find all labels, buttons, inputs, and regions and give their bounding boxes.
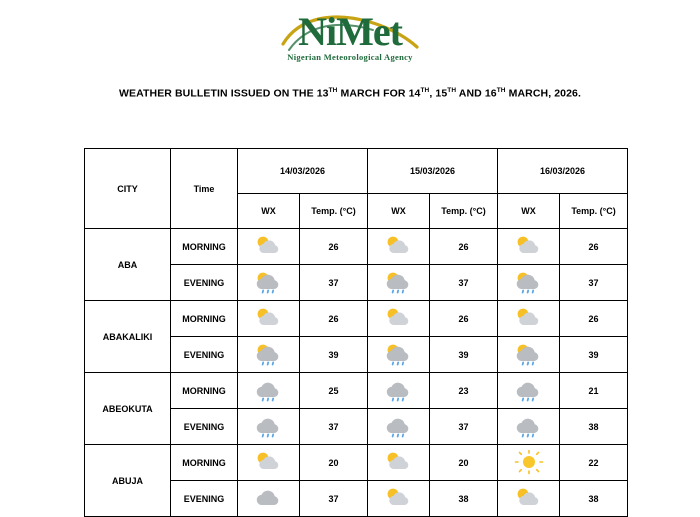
weather-icon-cell <box>368 337 430 373</box>
temperature-value: 37 <box>430 409 498 445</box>
header-time: Time <box>171 149 238 229</box>
table-row <box>85 373 628 409</box>
logo-header <box>0 0 700 65</box>
temperature-value: 37 <box>300 481 368 517</box>
cloud-rain-icon <box>498 378 559 404</box>
temperature-value: 26 <box>300 301 368 337</box>
sun-behind-cloud-icon <box>238 450 299 476</box>
sun-behind-cloud-icon <box>368 486 429 512</box>
weather-icon-cell <box>498 301 560 337</box>
weather-icon-cell <box>238 265 300 301</box>
cloud-rain-icon <box>368 378 429 404</box>
title-prefix: WEATHER BULLETIN ISSUED ON THE 13 <box>118 87 329 100</box>
sun-cloud-rain-icon <box>238 270 299 296</box>
time-period: MORNING <box>171 229 238 265</box>
temperature-value: 22 <box>560 445 628 481</box>
cloud-rain-icon <box>368 414 429 440</box>
weather-icon-cell <box>238 445 300 481</box>
sun-cloud-rain-icon <box>498 342 559 368</box>
header-wx-1: WX <box>238 194 300 229</box>
header-temp-1: Temp. (°C) <box>300 194 368 229</box>
sun-cloud-rain-icon <box>368 342 429 368</box>
temperature-value: 26 <box>300 229 368 265</box>
title-sup-4: TH <box>496 87 506 94</box>
temperature-value: 37 <box>560 265 628 301</box>
time-period: MORNING <box>171 373 238 409</box>
weather-icon-cell <box>238 373 300 409</box>
city-name: ABUJA <box>85 445 171 517</box>
weather-icon-cell <box>368 409 430 445</box>
weather-icon-cell <box>498 445 560 481</box>
header-wx-2: WX <box>368 194 430 229</box>
title-mid-1: MARCH FOR 14 <box>337 87 421 100</box>
temperature-value: 20 <box>300 445 368 481</box>
header-temp-2: Temp. (°C) <box>430 194 498 229</box>
table-row <box>85 445 628 481</box>
city-name: ABAKALIKI <box>85 301 171 373</box>
title-mid-3: AND 16 <box>456 87 497 100</box>
weather-icon-cell <box>238 409 300 445</box>
logo-name-part1: Ni <box>298 9 337 54</box>
sun-icon <box>498 450 559 476</box>
logo-name-part2: Met <box>336 9 402 54</box>
sun-behind-cloud-icon <box>368 306 429 332</box>
temperature-value: 26 <box>430 301 498 337</box>
weather-icon-cell <box>498 337 560 373</box>
weather-icon-cell <box>368 481 430 517</box>
weather-table-container <box>84 148 617 517</box>
temperature-value: 38 <box>560 481 628 517</box>
sun-behind-cloud-icon <box>368 234 429 260</box>
header-date-2: 15/03/2026 <box>368 149 498 194</box>
temperature-value: 39 <box>560 337 628 373</box>
header-date-1: 14/03/2026 <box>238 149 368 194</box>
sun-cloud-rain-icon <box>368 270 429 296</box>
weather-icon-cell <box>238 229 300 265</box>
header-temp-3: Temp. (°C) <box>560 194 628 229</box>
weather-icon-cell <box>498 409 560 445</box>
weather-icon-cell <box>368 229 430 265</box>
logo-tagline: Nigerian Meteorological Agency <box>287 52 413 62</box>
weather-bulletin-table <box>84 148 628 517</box>
sun-behind-cloud-icon <box>368 450 429 476</box>
temperature-value: 37 <box>430 265 498 301</box>
city-name: ABA <box>85 229 171 301</box>
title-suffix: MARCH, 2026. <box>505 87 581 100</box>
table-head <box>85 149 628 229</box>
title-mid-2: , 15 <box>429 87 448 100</box>
header-date-3: 16/03/2026 <box>498 149 628 194</box>
weather-icon-cell <box>368 301 430 337</box>
temperature-value: 37 <box>300 409 368 445</box>
weather-icon-cell <box>238 337 300 373</box>
sun-behind-cloud-icon <box>238 306 299 332</box>
time-period: MORNING <box>171 445 238 481</box>
sun-behind-cloud-icon <box>498 234 559 260</box>
cloud-rain-icon <box>238 414 299 440</box>
bulletin-title <box>0 87 700 100</box>
weather-icon-cell <box>368 445 430 481</box>
cloud-icon <box>238 486 299 512</box>
table-row <box>85 229 628 265</box>
temperature-value: 37 <box>300 265 368 301</box>
weather-icon-cell <box>498 265 560 301</box>
time-period: EVENING <box>171 409 238 445</box>
table-body <box>85 229 628 517</box>
sun-behind-cloud-icon <box>238 234 299 260</box>
cloud-rain-icon <box>238 378 299 404</box>
temperature-value: 21 <box>560 373 628 409</box>
sun-cloud-rain-icon <box>238 342 299 368</box>
temperature-value: 39 <box>430 337 498 373</box>
weather-icon-cell <box>368 265 430 301</box>
city-name: ABEOKUTA <box>85 373 171 445</box>
cloud-rain-icon <box>498 414 559 440</box>
time-period: EVENING <box>171 337 238 373</box>
temperature-value: 23 <box>430 373 498 409</box>
weather-icon-cell <box>498 373 560 409</box>
sun-cloud-rain-icon <box>498 270 559 296</box>
temperature-value: 38 <box>560 409 628 445</box>
header-row-dates <box>85 149 628 194</box>
weather-icon-cell <box>498 229 560 265</box>
temperature-value: 20 <box>430 445 498 481</box>
sun-behind-cloud-icon <box>498 486 559 512</box>
title-sup-1: TH <box>328 87 338 94</box>
weather-icon-cell <box>238 301 300 337</box>
nimet-logo <box>287 9 413 62</box>
header-city: CITY <box>85 149 171 229</box>
logo-wordmark <box>298 9 402 54</box>
title-sup-2: TH <box>420 87 430 94</box>
temperature-value: 26 <box>560 229 628 265</box>
title-sup-3: TH <box>447 87 457 94</box>
table-row <box>85 301 628 337</box>
header-wx-3: WX <box>498 194 560 229</box>
time-period: EVENING <box>171 265 238 301</box>
sun-behind-cloud-icon <box>498 306 559 332</box>
time-period: MORNING <box>171 301 238 337</box>
time-period: EVENING <box>171 481 238 517</box>
temperature-value: 26 <box>430 229 498 265</box>
temperature-value: 26 <box>560 301 628 337</box>
weather-icon-cell <box>368 373 430 409</box>
weather-icon-cell <box>498 481 560 517</box>
temperature-value: 39 <box>300 337 368 373</box>
temperature-value: 38 <box>430 481 498 517</box>
weather-icon-cell <box>238 481 300 517</box>
temperature-value: 25 <box>300 373 368 409</box>
